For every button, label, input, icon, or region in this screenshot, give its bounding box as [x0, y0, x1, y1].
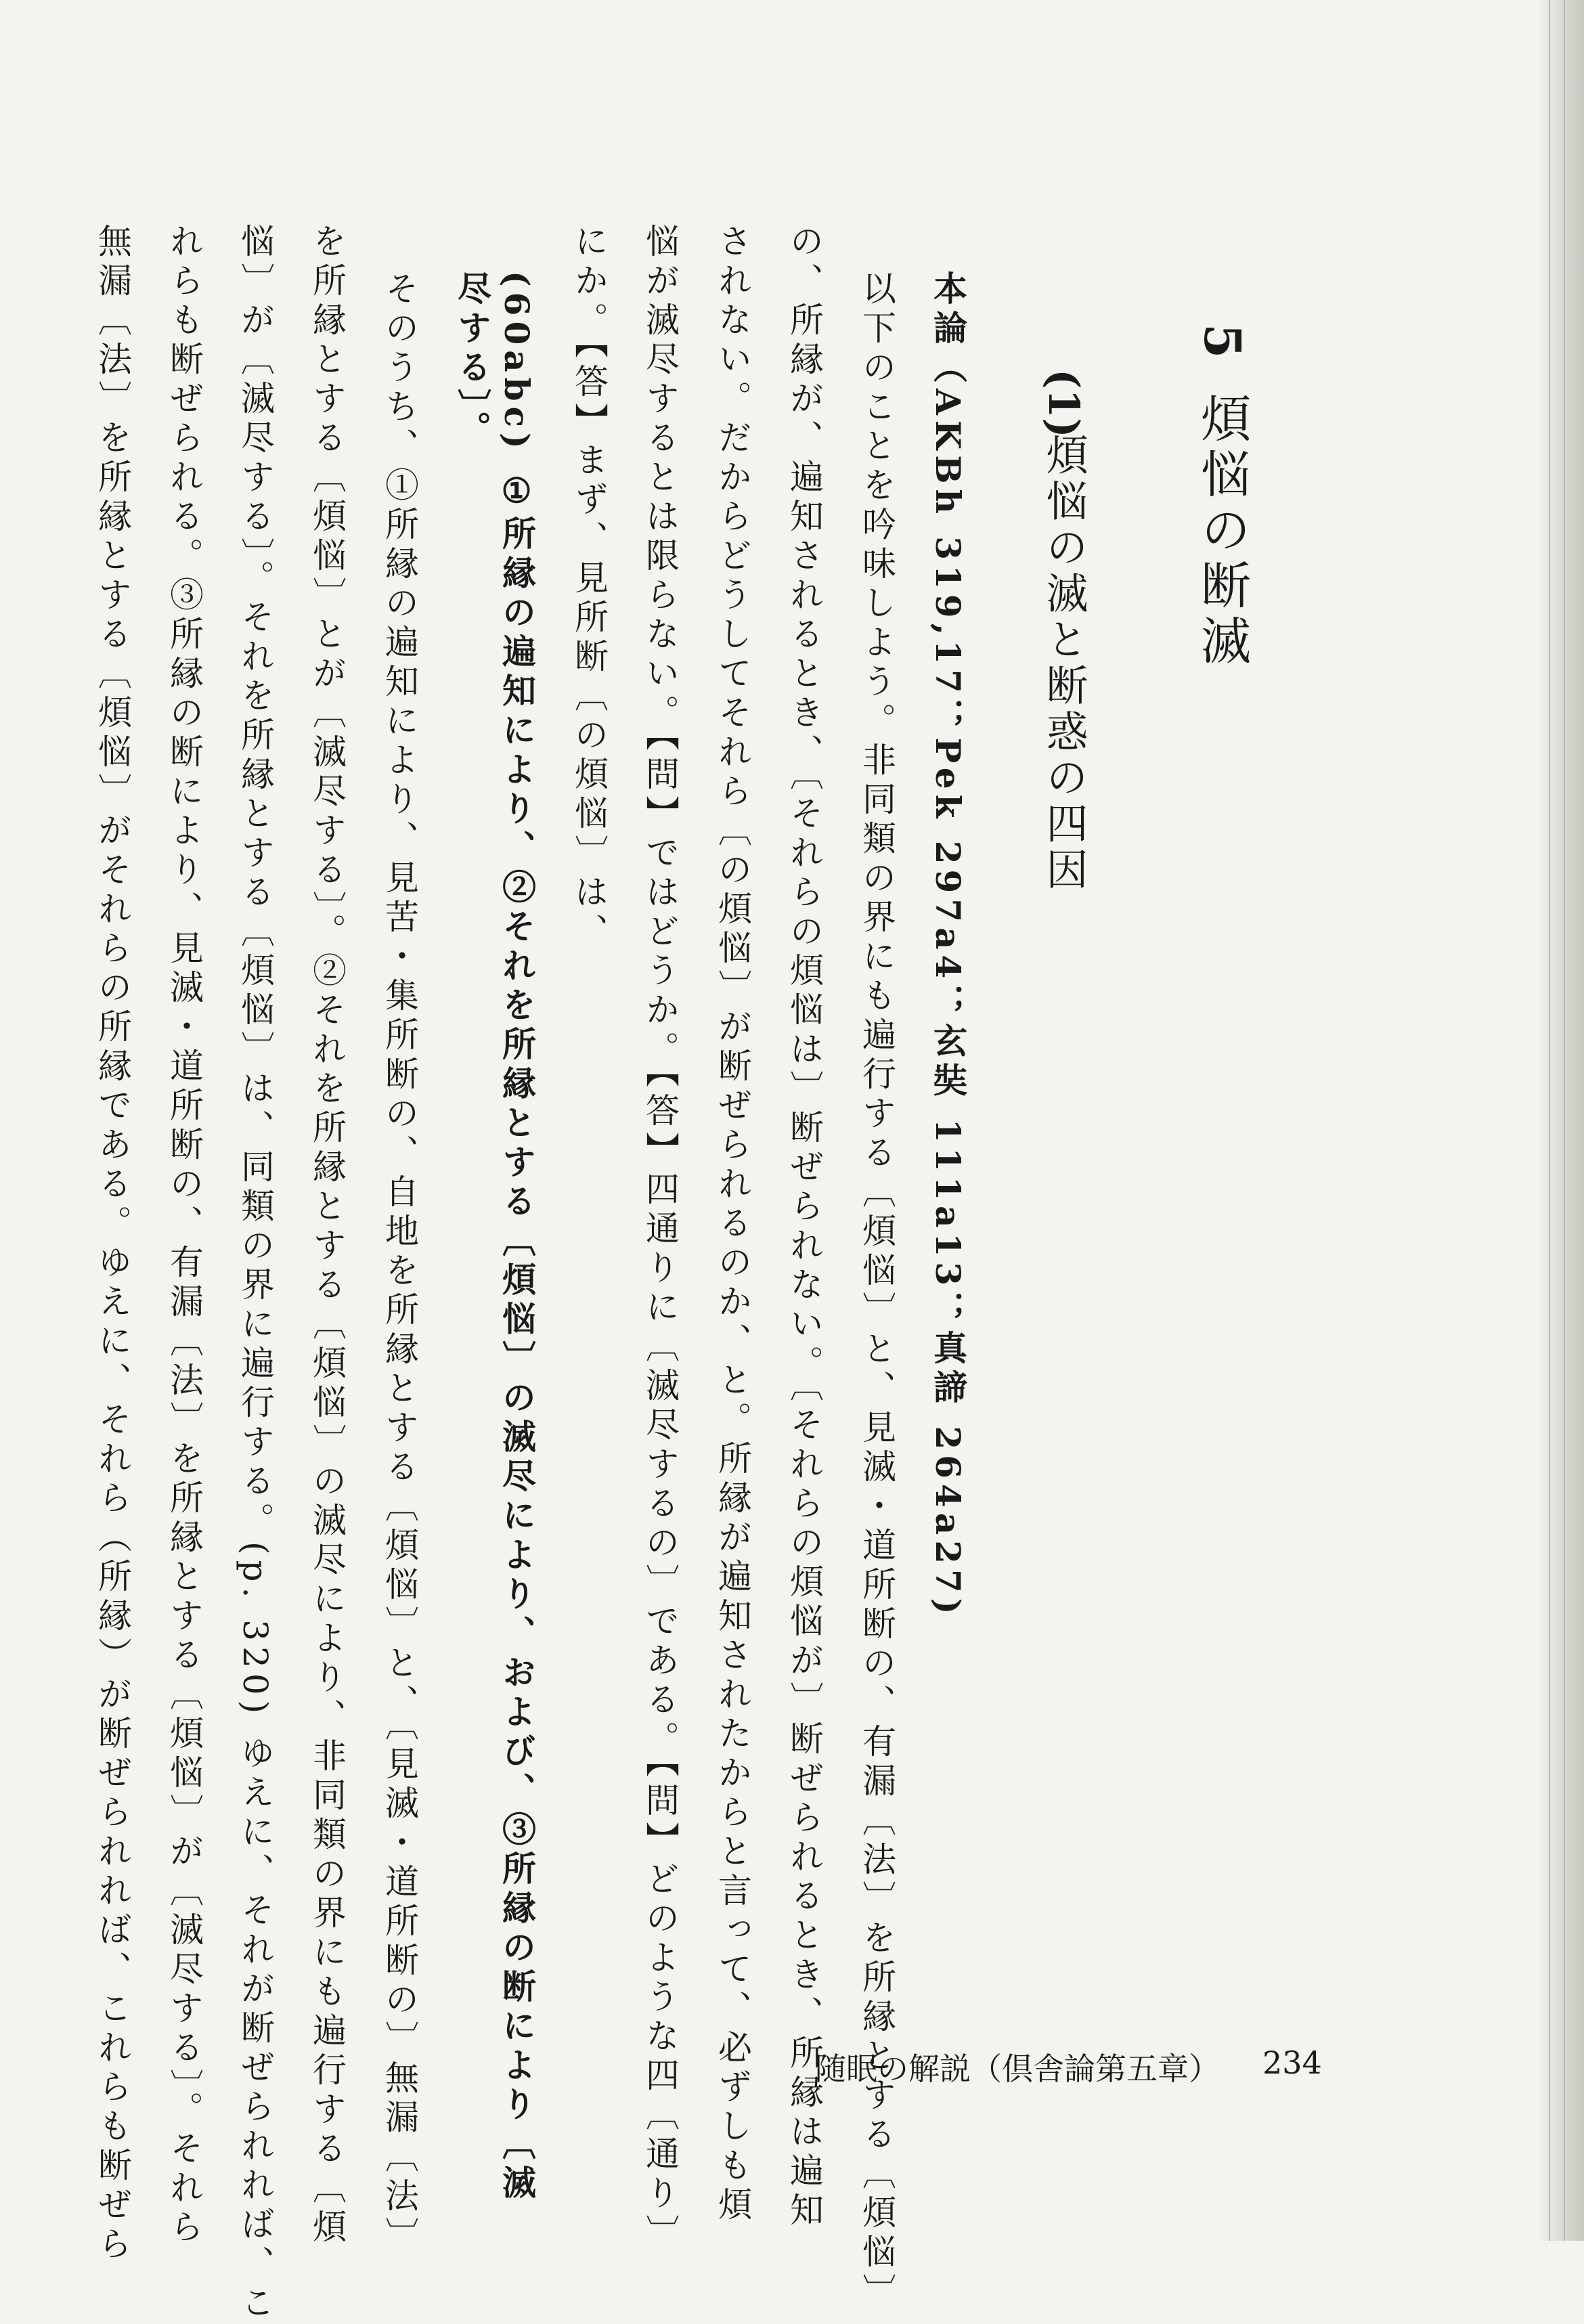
chapter-number: 5	[1193, 324, 1251, 359]
text-column: れらも断ぜられる。③所縁の断により、見滅・道所断の、有漏〔法〕を所縁とする〔煩悩〕が〔滅尽する〕。それら	[164, 223, 204, 2248]
section-title: 煩悩の滅と断惑の四因	[1039, 433, 1088, 894]
text-column: そのうち、①所縁の遍知により、見苦・集所断の、自地を所縁とする〔煩悩〕と、〔見滅・道所断の〕無漏〔法〕	[380, 271, 419, 2256]
page-edge-line	[1564, 0, 1565, 2241]
verse-column: (60abc) ①所縁の遍知により、②それを所縁とする〔煩悩〕の滅尽により、および、③所縁の断により〔滅	[497, 271, 537, 2205]
text-column: を所縁とする〔煩悩〕とが〔滅尽する〕。②それを所縁とする〔煩悩〕の滅尽により、非同類の界にも遍行する〔煩	[307, 223, 347, 2248]
text-column: の、所縁が、遍知されるとき、〔それらの煩悩は〕断ぜられない。〔それらの煩悩が〕断ぜられるとき、所縁は遍知	[785, 223, 824, 2231]
page-number: 234	[1262, 2044, 1322, 2081]
page-edge-line	[1549, 0, 1550, 2241]
source-reference: 本論（AKBh 319,17；Pek 297a4；玄奘 111a13；真諦 264a27)	[928, 271, 968, 1620]
text-column: 以下のことを吟味しよう。非同類の界にも遍行する〔煩悩〕と、見滅・道所断の、有漏〔法〕を所縁とする〔煩悩〕	[857, 271, 896, 2312]
text-column: されない。だからどうしてそれら〔の煩悩〕が断ぜられるのか、と。所縁が遍知されたからと言って、必ずしも煩	[713, 223, 752, 2226]
text-column: にか。【答】まず、見所断〔の煩悩〕は、	[569, 223, 609, 952]
text-column: 悩が滅尽するとは限らない。【問】ではどうか。【答】四通りに〔滅尽するの〕である。【問】どのような四〔通り〕	[640, 223, 680, 2254]
section-number: (1)	[1039, 369, 1088, 438]
running-footer-title: 随眠の解説（倶舎論第五章）	[815, 2051, 1220, 2087]
page-edge-shadow	[1537, 0, 1584, 2241]
text-column: 無漏〔法〕を所縁とする〔煩悩〕がそれらの所縁である。ゆえに、それら（所縁）が断ぜられれば、これらも断ぜら	[93, 223, 132, 2265]
verse-column: 尽する〕。	[452, 271, 492, 450]
text-column: 悩〕が〔滅尽する〕。それを所縁とする〔煩悩〕は、同類の界に遍行する。(p. 320) ゆえに、それが断ぜられれば、こ	[236, 223, 275, 2324]
chapter-title: 煩悩の断滅	[1193, 393, 1251, 670]
